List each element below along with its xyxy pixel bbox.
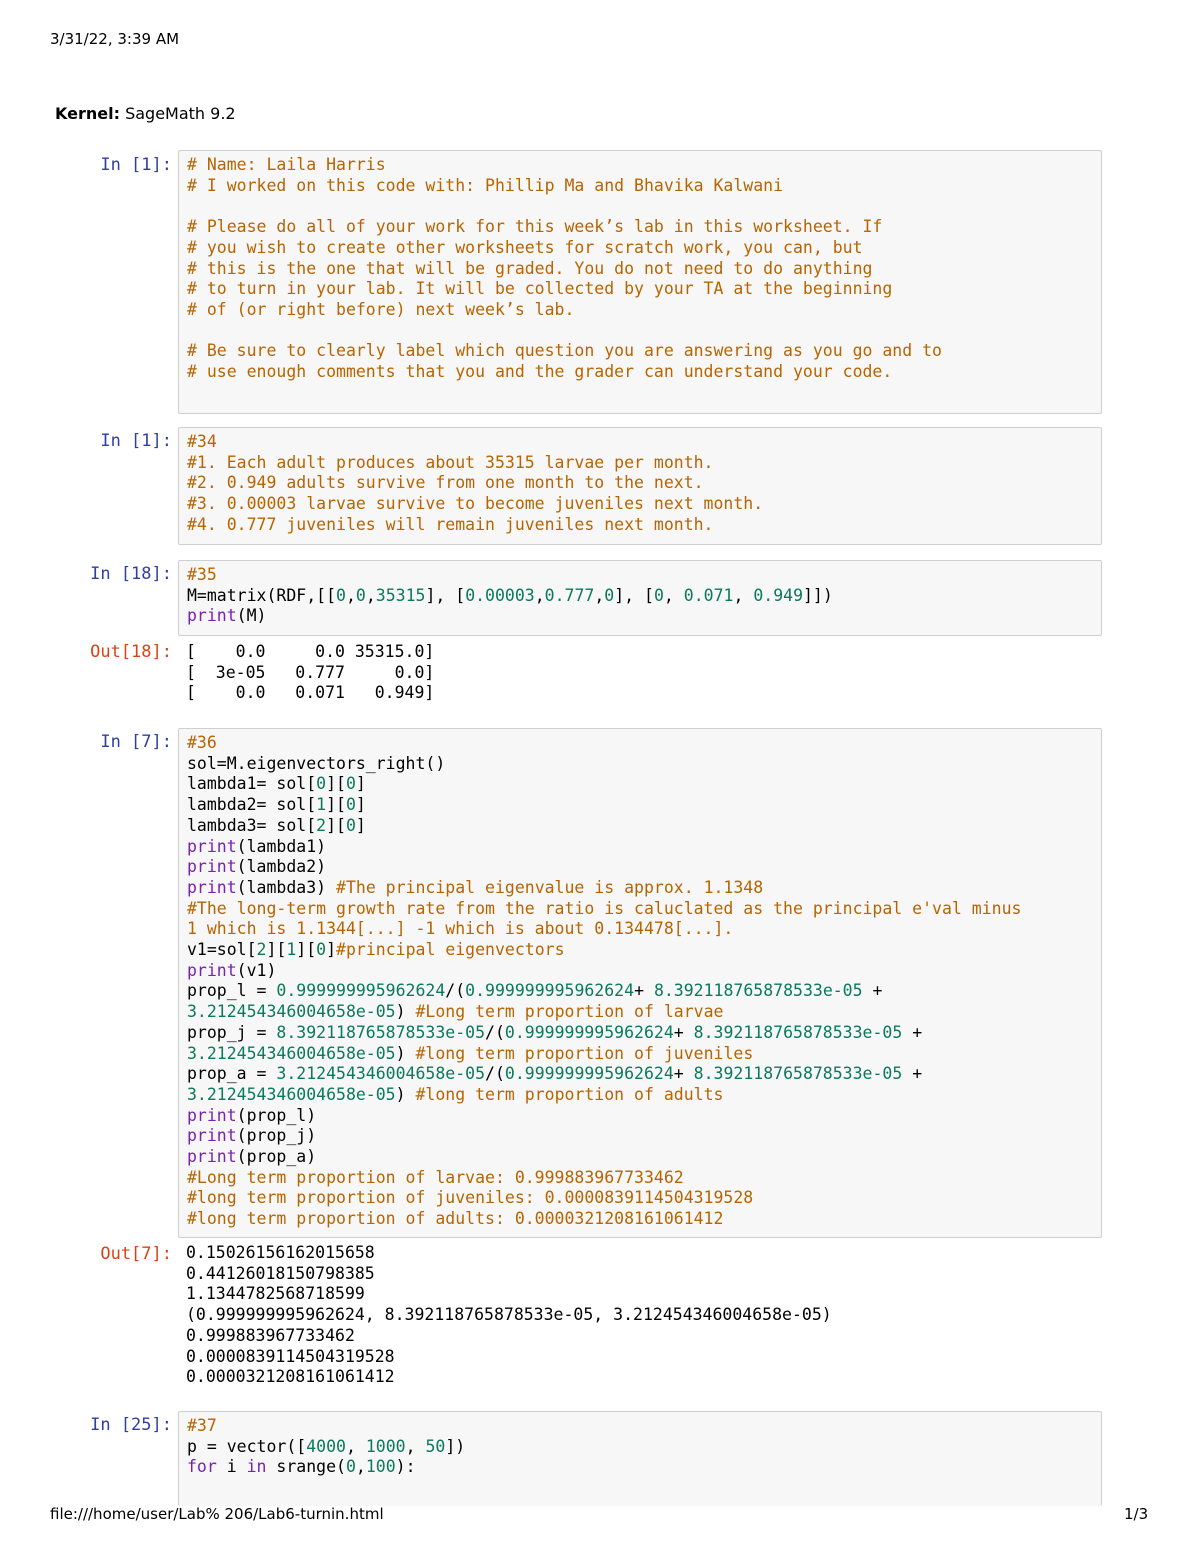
code-token: in — [246, 1457, 267, 1477]
code-token: ][ — [266, 940, 287, 960]
code-token: ][ — [296, 940, 317, 960]
code-input[interactable] — [178, 728, 1102, 1238]
code-token: M=matrix(RDF,[[ — [187, 585, 337, 605]
code-line — [187, 432, 1093, 453]
code-token: # Please do all of your work for this week’s lab in this worksheet. If — [187, 217, 883, 237]
cell-output — [178, 1243, 1102, 1388]
code-token: #3. 0.00003 larvae survive to become juveniles next month. — [187, 494, 764, 514]
code-token: 0 — [604, 585, 615, 605]
code-line — [187, 899, 1093, 920]
code-line — [187, 774, 1093, 795]
code-token: 0.999999995962624 — [504, 1022, 674, 1042]
code-token: ) — [395, 1002, 416, 1022]
code-line — [187, 1188, 1093, 1209]
code-token: 8.392118765878533e-05 — [276, 1022, 486, 1042]
code-token: ][ — [326, 774, 346, 794]
code-token: 4000 — [306, 1436, 346, 1456]
code-token: , — [345, 585, 356, 605]
code-token: print — [187, 857, 237, 877]
code-input[interactable] — [178, 427, 1102, 545]
code-token: 0 — [345, 815, 356, 835]
code-line — [187, 1044, 1093, 1065]
code-token: 8.392118765878533e-05 — [653, 981, 863, 1001]
code-token: 0.999999995962624 — [276, 981, 446, 1001]
code-token: print — [187, 1126, 237, 1146]
code-line — [187, 453, 1093, 474]
code-token: lambda1= sol[ — [187, 774, 317, 794]
code-token: (M) — [236, 606, 267, 626]
code-token: v1=sol[ — [187, 940, 257, 960]
code-token: #long term proportion of adults: 0.0000321208161061412 — [187, 1209, 724, 1229]
input-prompt: In [1]: — [100, 431, 172, 451]
code-token: # Be sure to clearly label which question you are answering as you go and to — [187, 341, 942, 361]
code-token: 0.071 — [683, 585, 734, 605]
code-line — [187, 816, 1093, 837]
code-line — [187, 321, 1093, 342]
code-token: 0 — [355, 585, 366, 605]
code-token: 0 — [345, 1457, 356, 1477]
code-line — [187, 1147, 1093, 1168]
code-token: #long term proportion of juveniles: 0.0000839114504319528 — [187, 1188, 754, 1208]
code-input[interactable] — [178, 560, 1102, 636]
code-token: 0.00003 — [465, 585, 535, 605]
code-token: #long term proportion of adults — [415, 1084, 724, 1104]
code-token: ], [ — [425, 585, 466, 605]
code-token: print — [187, 1147, 237, 1167]
code-token: # use enough comments that you and the grader can understand your code. — [187, 362, 893, 381]
code-token: i — [216, 1457, 247, 1477]
code-line — [187, 217, 1093, 238]
code-token: (prop_l) — [236, 1105, 317, 1125]
output-line: 0.44126018150798385 — [186, 1263, 375, 1283]
code-line — [187, 606, 1093, 627]
code-token: , — [355, 1457, 366, 1477]
code-token: 3.212454346004658e-05 — [187, 1002, 396, 1022]
code-line — [187, 1168, 1093, 1189]
code-token: 0.999999995962624 — [504, 1064, 674, 1084]
code-line — [187, 238, 1093, 259]
code-line — [187, 565, 1093, 586]
code-token: srange( — [266, 1457, 346, 1477]
code-token: /( — [485, 1022, 505, 1042]
code-token: 0 — [336, 585, 346, 605]
input-prompt: In [7]: — [100, 732, 172, 752]
output-line: 1.1344782568718599 — [186, 1284, 365, 1304]
code-line — [187, 155, 1093, 176]
code-line — [187, 279, 1093, 300]
code-line — [187, 919, 1093, 940]
code-token: , — [534, 585, 545, 605]
code-line — [187, 1126, 1093, 1147]
code-token: 2 — [316, 815, 327, 835]
code-block — [187, 1416, 1093, 1478]
output-line: 0.0000839114504319528 — [186, 1346, 395, 1366]
code-token: 0 — [316, 774, 327, 794]
output-line: [ 0.0 0.071 0.949] — [186, 683, 435, 703]
kernel-info — [55, 104, 236, 123]
code-token: print — [187, 606, 237, 626]
code-line — [187, 1002, 1093, 1023]
code-token: (lambda3) — [236, 877, 337, 897]
code-token: 35315 — [375, 585, 426, 605]
code-token: # Name: Laila Harris — [187, 155, 386, 174]
code-token: (prop_a) — [236, 1147, 317, 1167]
code-token: 2 — [256, 940, 267, 960]
output-block — [186, 642, 1094, 704]
input-prompt: In [25]: — [90, 1415, 172, 1435]
code-token: # to turn in your lab. It will be collected by your TA at the beginning — [187, 279, 893, 299]
output-line: 0.999883967733462 — [186, 1325, 355, 1345]
code-line — [187, 362, 1093, 383]
code-token: /( — [445, 981, 466, 1001]
code-token: + — [902, 1064, 923, 1084]
code-token: print — [187, 1105, 237, 1125]
code-line — [187, 383, 1093, 404]
code-token: # I worked on this code with: Phillip Ma and Bhavika Kalwani — [187, 175, 784, 195]
code-line — [187, 1437, 1093, 1458]
code-token: #Long term proportion of larvae: 0.999883967733462 — [187, 1167, 684, 1187]
code-token: + — [862, 981, 883, 1001]
code-token: (prop_j) — [236, 1126, 317, 1146]
output-line: 0.0000321208161061412 — [186, 1367, 395, 1387]
code-token: (v1) — [236, 960, 277, 980]
output-line: [ 3e-05 0.777 0.0] — [186, 662, 435, 682]
code-token: #2. 0.949 adults survive from one month to the next. — [187, 473, 704, 493]
code-line — [187, 857, 1093, 878]
code-token: prop_l = — [187, 981, 277, 1001]
code-line — [187, 300, 1093, 321]
code-token: ][ — [326, 815, 346, 835]
code-token: 50 — [425, 1436, 446, 1456]
code-token: prop_a = — [187, 1064, 277, 1084]
output-prompt: Out[7]: — [100, 1244, 172, 1264]
code-line — [187, 341, 1093, 362]
code-token: 8.392118765878533e-05 — [693, 1064, 903, 1084]
code-input[interactable] — [178, 150, 1102, 414]
code-token: print — [187, 960, 237, 980]
output-line: 0.15026156162015658 — [186, 1243, 375, 1262]
output-prompt: Out[18]: — [90, 642, 172, 662]
code-token: ]) — [445, 1436, 466, 1456]
code-line — [187, 795, 1093, 816]
code-token: , — [365, 585, 376, 605]
code-token: lambda2= sol[ — [187, 795, 317, 815]
code-line — [187, 981, 1093, 1002]
code-token: 0 — [316, 940, 327, 960]
code-line — [187, 733, 1093, 754]
code-token: ): — [395, 1457, 416, 1477]
code-token: for — [187, 1457, 217, 1477]
code-token: #Long term proportion of larvae — [415, 1002, 724, 1022]
code-token: 1 — [316, 795, 327, 815]
code-token: ] — [355, 795, 366, 815]
code-token: # of (or right before) next week’s lab. — [187, 299, 575, 319]
code-token: #35 — [187, 565, 217, 584]
code-token: + — [673, 1064, 694, 1084]
code-token: # this is the one that will be graded. You do not need to do anything — [187, 258, 873, 278]
code-line — [187, 196, 1093, 217]
kernel-name: SageMath 9.2 — [125, 104, 236, 123]
code-token: 0.999999995962624 — [465, 981, 635, 1001]
code-line — [187, 1209, 1093, 1230]
code-token: ) — [395, 1084, 416, 1104]
code-token: print — [187, 836, 237, 856]
code-block — [187, 565, 1093, 627]
code-token: 3.212454346004658e-05 — [187, 1043, 396, 1063]
code-token: p = vector([ — [187, 1436, 307, 1456]
code-token: #principal eigenvectors — [336, 940, 565, 960]
output-line: (0.999999995962624, 8.392118765878533e-05, 3.212454346004658e-05) — [186, 1305, 832, 1325]
code-line — [187, 1106, 1093, 1127]
code-token: sol=M.eigenvectors_right() — [187, 753, 446, 773]
input-prompt: In [18]: — [90, 564, 172, 584]
code-line — [187, 754, 1093, 775]
code-line — [187, 940, 1093, 961]
code-line — [187, 1023, 1093, 1044]
code-token: 0.949 — [753, 585, 803, 605]
cell-output — [178, 642, 1102, 704]
code-token: ]]) — [803, 585, 833, 605]
input-prompt: In [1]: — [100, 155, 172, 175]
code-token: , — [733, 585, 754, 605]
code-line — [187, 1064, 1093, 1085]
code-token: #36 — [187, 733, 217, 752]
print-datetime: 3/31/22, 3:39 AM — [50, 30, 180, 48]
code-block — [187, 432, 1093, 536]
code-block — [187, 155, 1093, 403]
code-token: lambda3= sol[ — [187, 815, 317, 835]
code-token: #37 — [187, 1416, 217, 1435]
code-token: (lambda2) — [236, 857, 327, 877]
code-token: , — [594, 585, 605, 605]
code-token: #34 — [187, 432, 217, 451]
code-token: /( — [485, 1064, 505, 1084]
code-token: #The principal eigenvalue is approx. 1.1348 — [336, 877, 764, 897]
code-token: ] — [355, 815, 366, 835]
output-block — [186, 1243, 1094, 1388]
code-line — [187, 473, 1093, 494]
code-line — [187, 586, 1093, 607]
code-line — [187, 1457, 1093, 1478]
code-line — [187, 259, 1093, 280]
code-line — [187, 1416, 1093, 1437]
code-token: 3.212454346004658e-05 — [276, 1064, 486, 1084]
code-token: #4. 0.777 juveniles will remain juveniles next month. — [187, 514, 714, 534]
code-line — [187, 176, 1093, 197]
code-token: 0.777 — [544, 585, 595, 605]
code-token: , — [345, 1436, 366, 1456]
code-token: , — [663, 585, 684, 605]
code-token: ] — [326, 940, 337, 960]
code-token: print — [187, 877, 237, 897]
code-token: prop_j = — [187, 1022, 277, 1042]
code-token: 0 — [345, 795, 356, 815]
code-block — [187, 733, 1093, 1230]
kernel-label: Kernel: — [55, 104, 120, 123]
code-token: + — [673, 1022, 694, 1042]
output-line: [ 0.0 0.0 35315.0] — [186, 642, 435, 661]
code-token: ] — [355, 774, 366, 794]
code-token: (lambda1) — [236, 836, 327, 856]
code-token: 0 — [345, 774, 356, 794]
code-token: #The long-term growth rate from the ratio is caluclated as the principal e'val minus — [187, 898, 1022, 918]
code-token: ) — [395, 1043, 416, 1063]
code-token: # you wish to create other worksheets for scratch work, you can, but — [187, 237, 863, 257]
code-token: ][ — [326, 795, 346, 815]
code-token: 1 which is 1.1344[...] -1 which is about 0.134478[...]. — [187, 919, 734, 939]
code-token: ], [ — [614, 585, 654, 605]
footer-page-number: 1/3 — [1124, 1505, 1149, 1523]
code-token: 1000 — [365, 1436, 406, 1456]
code-token: 3.212454346004658e-05 — [187, 1084, 396, 1104]
code-line — [187, 961, 1093, 982]
code-line — [187, 515, 1093, 536]
code-line — [187, 494, 1093, 515]
code-input[interactable] — [178, 1411, 1102, 1506]
code-token: , — [405, 1436, 426, 1456]
code-token: #long term proportion of juveniles — [415, 1043, 754, 1063]
code-token: 0 — [653, 585, 664, 605]
footer-file-url: file:///home/user/Lab% 206/Lab6-turnin.html — [50, 1505, 384, 1523]
code-token: + — [902, 1022, 923, 1042]
code-token: 8.392118765878533e-05 — [693, 1022, 903, 1042]
code-token: + — [634, 981, 654, 1001]
code-token: #1. Each adult produces about 35315 larvae per month. — [187, 452, 714, 472]
code-line — [187, 1085, 1093, 1106]
code-token: 100 — [365, 1457, 396, 1477]
code-line — [187, 878, 1093, 899]
code-line — [187, 837, 1093, 858]
code-token: 1 — [286, 940, 297, 960]
